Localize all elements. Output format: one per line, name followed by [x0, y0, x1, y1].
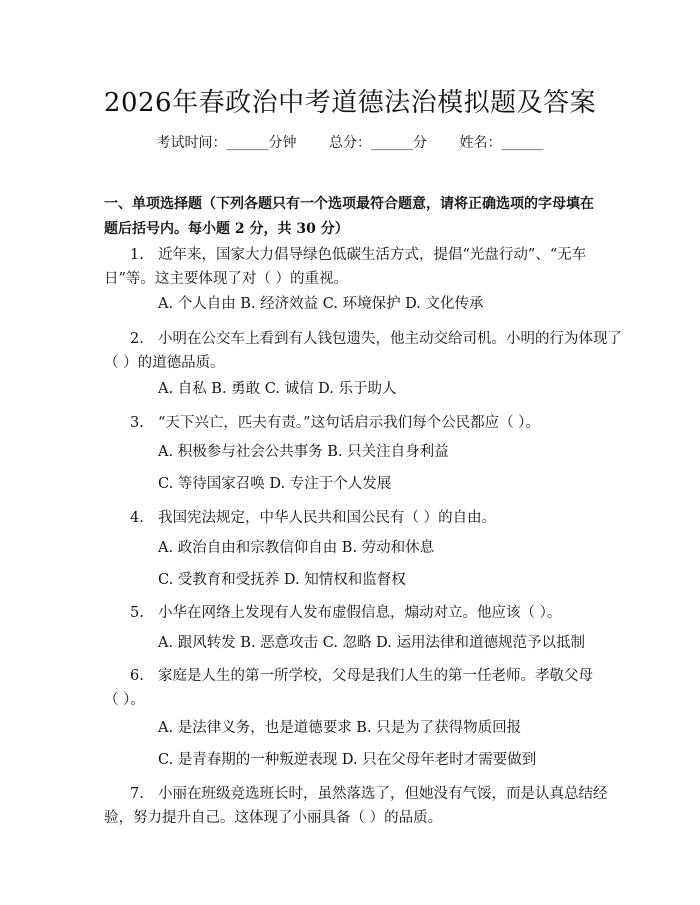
question-text: 家庭是人生的第一所学校，父母是我们人生的第一任老师。孝敬父母 [158, 668, 593, 684]
section-heading [104, 192, 604, 242]
exam-time-field: 考试时间：______分钟 [156, 135, 297, 151]
question-3-options-c-d: C. 等待国家召唤 D. 专注于个人发展 [158, 476, 392, 492]
question-number: 3. [130, 415, 144, 431]
question-text: 小明在公交车上看到有人钱包遗失，他主动交给司机。小明的行为体现了 [158, 331, 622, 347]
question-4 [104, 506, 604, 530]
total-score-field: 总分：______分 [329, 135, 427, 151]
question-5 [104, 601, 604, 625]
question-text: 小丽在班级竞选班长时，虽然落选了，但她没有气馁，而是认真总结经 [158, 786, 608, 802]
section-heading-line-2: 题后括号内。每小题 2 分，共 30 分） [104, 221, 349, 237]
question-6-options-c-d: C. 是青春期的一种叛逆表现 D. 只在父母年老时才需要做到 [158, 752, 537, 768]
question-number: 6. [130, 668, 144, 684]
question-1-options: A. 个人自由 B. 经济效益 C. 环境保护 D. 文化传承 [158, 296, 484, 312]
question-1 [104, 243, 604, 267]
question-text: 我国宪法规定，中华人民共和国公民有（ ）的自由。 [158, 510, 497, 526]
student-name-field: 姓名：______ [459, 135, 544, 151]
question-4-options-a-b: A. 政治自由和宗教信仰自由 B. 劳动和休息 [158, 540, 435, 556]
question-6-continued: （ ）。 [104, 692, 145, 708]
question-2 [104, 327, 622, 351]
question-3-options-a-b: A. 积极参与社会公共事务 B. 只关注自身利益 [158, 444, 449, 460]
section-heading-line-1: 一、单项选择题（下列各题只有一个选项最符合题意，请将正确选项的字母填在 [104, 196, 594, 212]
question-text: 小华在网络上发现有人发布虚假信息，煽动对立。他应该（ ）。 [158, 605, 562, 621]
question-3 [104, 411, 604, 435]
question-5-options: A. 跟风转发 B. 恶意攻击 C. 忽略 D. 运用法律和道德规范予以抵制 [158, 635, 586, 651]
question-number: 1. [130, 247, 144, 263]
question-1-continued: 日”等。这主要体现了对（ ）的重视。 [104, 271, 349, 287]
question-text: “天下兴亡，匹夫有责。”这句话启示我们每个公民都应（ ）。 [158, 415, 540, 431]
exam-info-row [0, 132, 700, 152]
question-7-continued: 验，努力提升自己。这体现了小丽具备（ ）的品质。 [104, 810, 443, 826]
question-6 [104, 664, 604, 688]
question-7 [104, 782, 608, 806]
question-2-options: A. 自私 B. 勇敢 C. 诚信 D. 乐于助人 [158, 381, 397, 397]
question-number: 4. [130, 510, 144, 526]
question-2-continued: （ ）的道德品质。 [104, 355, 225, 371]
question-4-options-c-d: C. 受教育和受抚养 D. 知情权和监督权 [158, 572, 406, 588]
question-number: 2. [130, 331, 144, 347]
question-text: 近年来，国家大力倡导绿色低碳生活方式，提倡“光盘行动”、“无车 [158, 247, 587, 263]
question-number: 7. [130, 786, 144, 802]
question-number: 5. [130, 605, 144, 621]
question-6-options-a-b: A. 是法律义务，也是道德要求 B. 只是为了获得物质回报 [158, 720, 522, 736]
page-title: 2026年春政治中考道德法治模拟题及答案 [103, 88, 597, 118]
